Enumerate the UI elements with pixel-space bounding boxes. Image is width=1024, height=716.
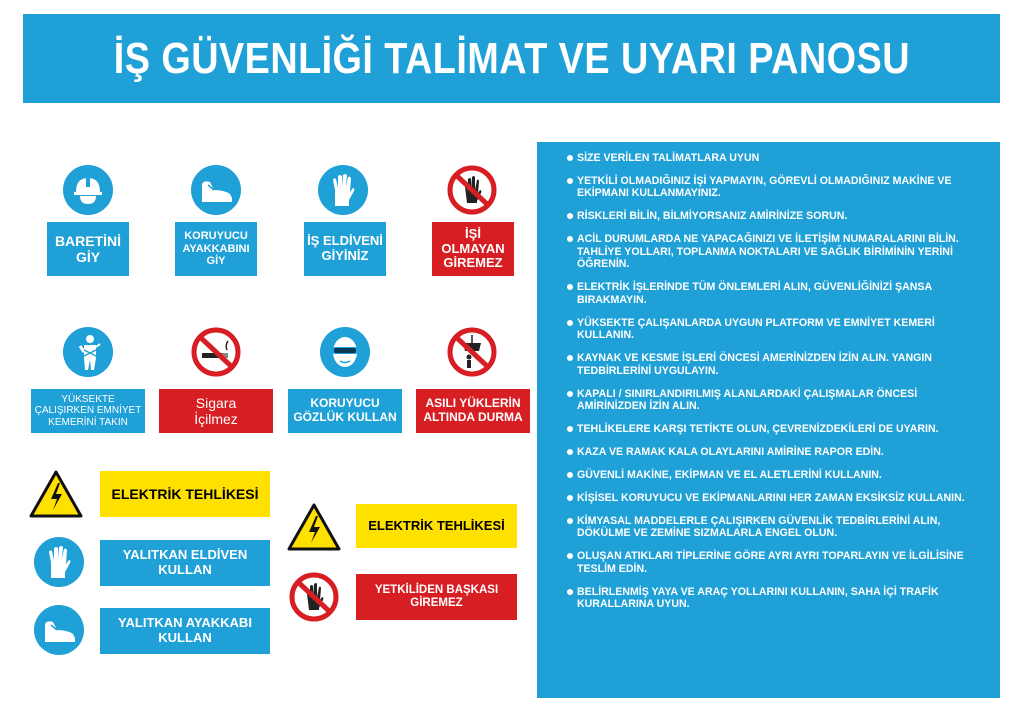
- rules-panel: [537, 142, 1000, 698]
- sign-shoes-line3: GİY: [206, 255, 226, 268]
- rule-item: KAPALI / SINIRLANDIRILMIŞ ALANLARDAKİ ÇALIŞMALAR ÖNCESİ AMİRİNİZDEN İZİN ALIN.: [577, 388, 984, 413]
- electric-hazard-icon: [287, 502, 341, 552]
- sign-no-smoking-line1: Sigara: [195, 394, 237, 411]
- bottom-mid-no-entry-text: YETKİLİDEN BAŞKASI GİREMEZ: [374, 583, 499, 609]
- sign-shoes-line2: AYAKKABINI: [182, 242, 250, 255]
- goggles-icon: [320, 327, 370, 377]
- sign-hanging-load-label: [416, 389, 530, 433]
- sign-no-entry-label: [432, 222, 514, 276]
- sign-no-entry-line2: GİREMEZ: [443, 255, 503, 271]
- sign-goggles-line2: GÖZLÜK KULLAN: [293, 410, 397, 424]
- bottom-left-glove-label: [100, 540, 270, 586]
- sign-shoes-line1: KORUYUCU: [184, 230, 248, 243]
- rules-list: [537, 142, 1000, 611]
- rule-item: OLUŞAN ATIKLARI TİPLERİNE GÖRE AYRI AYRI TOPARLAYIN VE İLGİLİSİNE TESLİM EDİN.: [577, 550, 984, 575]
- page-title: İŞ GÜVENLİĞİ TALİMAT VE UYARI PANOSU: [113, 33, 910, 83]
- rule-item: ACİL DURUMLARDA NE YAPACAĞINIZI VE İLETİŞİM NUMARALARINI BİLİN. TAHLİYE YOLLARI, TOPLANMA NOKTALARI VE SAĞLIK BİRİMİNİN YERİNİ ÖĞRENİN.: [577, 233, 984, 271]
- sign-no-entry-line1: İŞİ OLMAYAN: [441, 225, 505, 256]
- bottom-mid-electric-text: ELEKTRİK TEHLİKESİ: [368, 517, 505, 533]
- sign-hanging-load-line2: ALTINDA DURMA: [423, 410, 523, 424]
- bottom-left-glove-text: YALITKAN ELDİVEN KULLAN: [122, 547, 248, 577]
- rule-item: ELEKTRİK İŞLERİNDE TÜM ÖNLEMLERİ ALIN, GÜVENLİĞİNİZİ ŞANSA BIRAKMAYIN.: [577, 281, 984, 306]
- sign-goggles-label: [288, 389, 402, 433]
- sign-harness-line3: KEMERİNİ TAKIN: [48, 416, 128, 428]
- rule-item: YETKİLİ OLMADIĞINIZ İŞİ YAPMAYIN, GÖREVLİ OLMADIĞINIZ MAKİNE VE EKİPMANI KULLANMAYINIZ.: [577, 175, 984, 200]
- sign-gloves-label: [304, 222, 386, 276]
- rule-item: KAYNAK VE KESME İŞLERİ ÖNCESİ AMERİNİZDEN İZİN ALIN. YANGIN TEDBİRLERİNİ UYGULAYIN.: [577, 352, 984, 377]
- sign-helmet-line1: BARETİNİ: [54, 232, 122, 249]
- bottom-mid-electric-label: [356, 504, 517, 548]
- rule-item: KİMYASAL MADDELERLE ÇALIŞIRKEN GÜVENLİK TEDBİRLERİNİ ALIN, DÖKÜLME VE ZEMİNE SIZMALARLA ENGEL OLUN.: [577, 515, 984, 540]
- no-smoking-icon: [191, 327, 241, 377]
- rule-item: YÜKSEKTE ÇALIŞANLARDA UYGUN PLATFORM VE EMNİYET KEMERİ KULLANIN.: [577, 317, 984, 342]
- rule-item: SİZE VERİLEN TALİMATLARA UYUN: [577, 152, 984, 165]
- sign-gloves-line1: İŞ ELDİVENİ: [307, 233, 383, 249]
- bottom-left-boot-label: [100, 608, 270, 654]
- rule-item: BELİRLENMİŞ YAYA VE ARAÇ YOLLARINI KULLANIN, SAHA İÇİ TRAFİK KURALLARINA UYUN.: [577, 586, 984, 611]
- sign-harness-line1: YÜKSEKTE: [61, 393, 115, 405]
- rule-item: TEHLİKELERE KARŞI TETİKTE OLUN, ÇEVRENİZDEKİLERİ DE UYARIN.: [577, 423, 984, 436]
- rule-item: GÜVENLİ MAKİNE, EKİPMAN VE EL ALETLERİNİ KULLANIN.: [577, 469, 984, 482]
- sign-gloves-line2: GİYİNİZ: [321, 248, 369, 263]
- sign-harness-label: [31, 389, 145, 433]
- rule-item: KAZA VE RAMAK KALA OLAYLARINI AMİRİNE RAPOR EDİN.: [577, 446, 984, 459]
- glove-icon: [318, 165, 368, 215]
- boot-icon: [34, 605, 84, 655]
- harness-icon: [63, 327, 113, 377]
- sign-no-smoking-label: [159, 389, 273, 433]
- bottom-left-electric-label: [100, 471, 270, 517]
- rule-item: KİŞİSEL KORUYUCU VE EKİPMANLARINI HER ZAMAN EKSİKSİZ KULLANIN.: [577, 492, 984, 505]
- sign-hanging-load-line1: ASILI YÜKLERİN: [425, 396, 521, 411]
- no-entry-hand-icon: [447, 165, 497, 215]
- no-entry-hand-icon: [289, 572, 339, 622]
- rule-item: RİSKLERİ BİLİN, BİLMİYORSANIZ AMİRİNİZE SORUN.: [577, 210, 984, 223]
- sign-harness-line2: ÇALIŞIRKEN EMNİYET: [34, 405, 142, 417]
- electric-hazard-icon: [29, 469, 83, 519]
- sign-shoes-label: [175, 222, 257, 276]
- bottom-left-boot-text: YALITKAN AYAKKABI KULLAN: [118, 615, 252, 645]
- sign-no-smoking-line2: İçilmez: [194, 411, 238, 427]
- bottom-mid-no-entry-label: [356, 574, 517, 620]
- helmet-icon: [63, 165, 113, 215]
- title-banner: [23, 14, 1000, 103]
- bottom-left-electric-text: ELEKTRİK TEHLİKESİ: [111, 485, 259, 502]
- sign-helmet-line2: GİY: [75, 249, 101, 265]
- sign-goggles-line1: KORUYUCU: [310, 396, 380, 411]
- glove-icon: [34, 537, 84, 587]
- boot-icon: [191, 165, 241, 215]
- hanging-load-icon: [447, 327, 497, 377]
- sign-helmet-label: [47, 222, 129, 276]
